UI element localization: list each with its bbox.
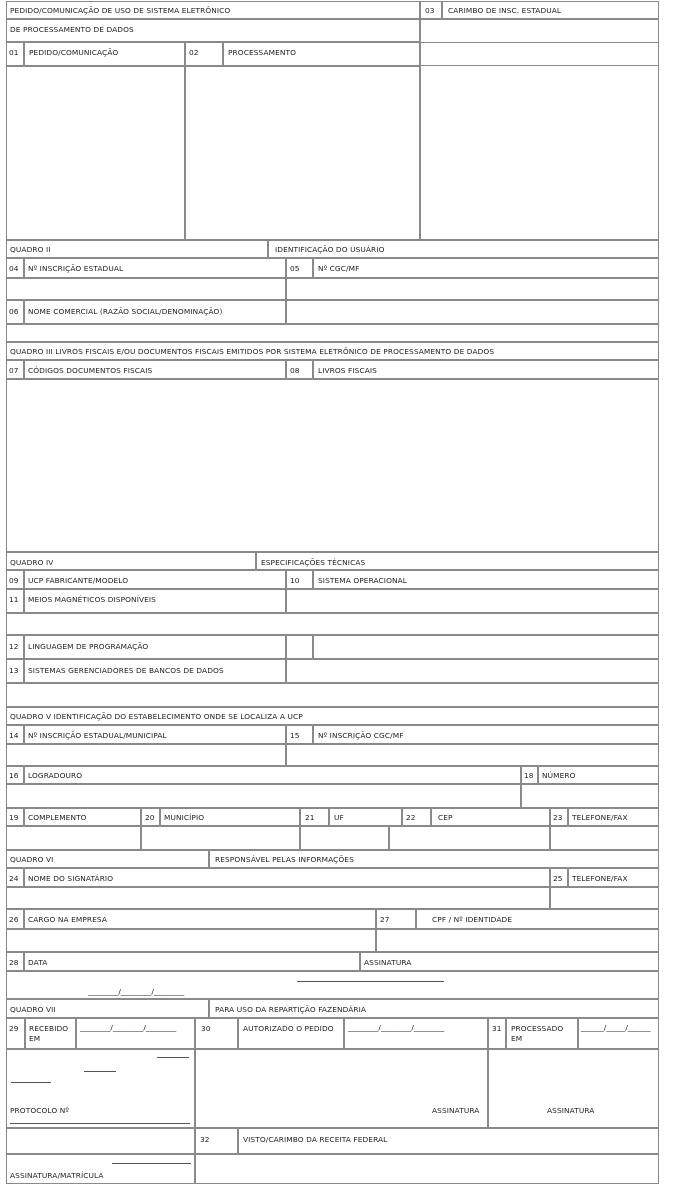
signature-right-label: ASSINATURA — [547, 1106, 595, 1115]
quadro-vi-heading: RESPONSÁVEL PELAS INFORMAÇÕES — [215, 855, 354, 864]
field-24-input[interactable] — [6, 887, 550, 909]
field-13-input-right[interactable] — [286, 659, 659, 683]
field-22-input[interactable] — [389, 826, 550, 850]
field-07-08-input-area[interactable] — [6, 379, 659, 552]
field-16-number: 16 — [9, 771, 19, 780]
field-30-label: AUTORIZADO O PEDIDO — [243, 1024, 334, 1033]
field-23-label: TELEFONE/FAX — [572, 813, 628, 822]
quadro-vi-title: QUADRO VI — [10, 855, 54, 864]
field-10-number: 10 — [290, 576, 300, 585]
field-19-number: 19 — [9, 813, 19, 822]
field-08-label: LIVROS FISCAIS — [318, 366, 377, 375]
field-26-label: CARGO NA EMPRESA — [28, 915, 107, 924]
field-11-number: 11 — [9, 595, 19, 604]
field-31-number-cell — [488, 1018, 506, 1049]
field-02-label: PROCESSAMENTO — [228, 48, 297, 57]
field-16-input[interactable] — [6, 784, 521, 808]
field-09-number: 09 — [9, 576, 19, 585]
protocol-scribble-line-3 — [11, 1082, 51, 1083]
field-27-input[interactable] — [376, 929, 659, 952]
quadro-vii-heading: PARA USO DA REPARTIÇÃO FAZENDÁRIA — [215, 1005, 367, 1014]
field-25-number: 25 — [553, 874, 563, 883]
field-32-number: 32 — [200, 1135, 210, 1144]
field-30-number: 30 — [201, 1024, 211, 1033]
field-29-number-cell — [6, 1018, 25, 1049]
field-30-date[interactable]: ________/________/________ — [348, 1023, 445, 1032]
quadro-iii-title: QUADRO III LIVROS FISCAIS E/OU DOCUMENTOS FISCAIS EMITIDOS POR SISTEMA ELETRÔNICO DE PROCESSAMENTO DE DADOS — [10, 347, 495, 356]
signature-center-label: ASSINATURA — [432, 1106, 480, 1115]
field-21-input[interactable] — [300, 826, 389, 850]
field-28-date-blank[interactable]: ________/________/________ — [88, 987, 185, 996]
field-15-input[interactable] — [286, 744, 659, 766]
header-title-line2: DE PROCESSAMENTO DE DADOS — [10, 25, 134, 34]
field-30-label-cell — [238, 1018, 344, 1049]
field-29-label-2: EM — [29, 1034, 41, 1043]
field-08-number: 08 — [290, 366, 300, 375]
field-07-label: CÓDIGOS DOCUMENTOS FISCAIS — [28, 366, 153, 375]
field-15-number: 15 — [290, 731, 300, 740]
field-29-number: 29 — [9, 1024, 19, 1033]
signature-center-cell[interactable] — [195, 1049, 488, 1128]
field-22-label: CEP — [438, 813, 453, 822]
field-03-label: CARIMBO DE INSC. ESTADUAL — [448, 6, 562, 15]
field-32-label: VISTO/CARIMBO DA RECEITA FEDERAL — [243, 1135, 388, 1144]
signature-matricula-line — [112, 1163, 191, 1164]
field-13-input[interactable] — [6, 683, 659, 707]
field-30-number-cell — [195, 1018, 238, 1049]
field-28-number: 28 — [9, 958, 19, 967]
field-23-input[interactable] — [550, 826, 659, 850]
field-23-number: 23 — [553, 813, 563, 822]
field-22-number: 22 — [406, 813, 416, 822]
field-15-label: Nº INSCRIÇÃO CGC/MF — [318, 731, 404, 740]
field-25-label: TELEFONE/FAX — [572, 874, 628, 883]
field-13-label: SISTEMAS GERENCIADORES DE BANCOS DE DADOS — [28, 666, 224, 675]
field-03-stamp-inner-line — [420, 42, 659, 66]
field-21-number: 21 — [305, 813, 315, 822]
field-29-label-1: RECEBIDO — [29, 1024, 69, 1033]
field-24-label: NOME DO SIGNATÁRIO — [28, 874, 114, 883]
field-31-number: 31 — [492, 1024, 502, 1033]
quadro-ii-heading: IDENTIFICAÇÃO DO USUÁRIO — [275, 245, 385, 254]
quadro-iv-heading: ESPECIFICAÇÕES TÉCNICAS — [261, 558, 366, 567]
quadro-vii-title: QUADRO VII — [10, 1005, 56, 1014]
signature-line — [297, 981, 444, 982]
field-31-label-2: EM — [511, 1034, 523, 1043]
field-11-label: MEIOS MAGNÉTICOS DISPONÍVEIS — [28, 595, 156, 604]
field-21-label: UF — [334, 813, 344, 822]
field-04-input[interactable] — [6, 278, 286, 300]
field-14-input[interactable] — [6, 744, 286, 766]
field-20-label: MUNICÍPIO — [164, 813, 205, 822]
protocol-label: PROTOCOLO Nº — [10, 1106, 69, 1115]
field-12-small-cell[interactable] — [286, 635, 313, 659]
field-20-number: 20 — [145, 813, 155, 822]
field-10-label: SISTEMA OPERACIONAL — [318, 576, 407, 585]
field-03-number: 03 — [425, 6, 435, 15]
protocol-bottom-cell[interactable] — [6, 1128, 195, 1154]
quadro-v-title: QUADRO V IDENTIFICAÇÃO DO ESTABELECIMENTO ONDE SE LOCALIZA A UCP — [10, 712, 303, 721]
field-28-label-cell — [24, 952, 360, 971]
field-07-number: 07 — [9, 366, 19, 375]
field-18-input[interactable] — [521, 784, 659, 808]
field-16-label-cell — [24, 766, 521, 784]
field-02-input-area[interactable] — [185, 66, 420, 240]
field-01-input-area[interactable] — [6, 66, 185, 240]
field-20-input[interactable] — [141, 826, 300, 850]
field-27-number: 27 — [380, 915, 390, 924]
field-11-input[interactable] — [6, 613, 659, 635]
field-19-input[interactable] — [6, 826, 141, 850]
field-31-date[interactable]: ______/_____/______ — [581, 1023, 651, 1032]
field-06-input-row[interactable] — [6, 324, 659, 342]
field-05-input[interactable] — [286, 278, 659, 300]
signature-right-cell[interactable] — [488, 1049, 659, 1128]
field-31-label-1: PROCESSADO — [511, 1024, 564, 1033]
protocol-cell[interactable] — [6, 1049, 195, 1128]
field-05-label-cell — [313, 258, 659, 278]
field-05-number: 05 — [290, 264, 300, 273]
field-05-label: Nº CGC/MF — [318, 264, 360, 273]
signature-matricula-label: ASSINATURA/MATRÍCULA — [10, 1171, 104, 1180]
protocol-scribble-line-1 — [157, 1057, 189, 1058]
field-12-input[interactable] — [313, 635, 659, 659]
signature-label: ASSINATURA — [364, 958, 412, 967]
field-01-number: 01 — [9, 48, 19, 57]
field-04-number: 04 — [9, 264, 19, 273]
field-06-input[interactable] — [286, 300, 659, 324]
quadro-ii-title: QUADRO II — [10, 245, 51, 254]
field-09-label: UCP FABRICANTE/MODELO — [28, 576, 129, 585]
field-29-date[interactable]: ________/________/________ — [80, 1023, 177, 1032]
field-18-number: 18 — [524, 771, 534, 780]
field-12-label: LINGUAGEM DE PROGRAMAÇÃO — [28, 642, 149, 651]
field-32-input[interactable] — [195, 1154, 659, 1184]
field-06-number: 06 — [9, 307, 19, 316]
field-28-label: DATA — [28, 958, 48, 967]
field-24-number: 24 — [9, 874, 19, 883]
field-25-input[interactable] — [550, 887, 659, 909]
field-04-label: Nº INSCRIÇÃO ESTADUAL — [28, 264, 124, 273]
protocol-scribble-line-2 — [84, 1071, 116, 1072]
field-13-number: 13 — [9, 666, 19, 675]
field-26-input[interactable] — [6, 929, 376, 952]
quadro-iv-title: QUADRO IV — [10, 558, 54, 567]
field-01-label: PEDIDO/COMUNICAÇÃO — [29, 48, 119, 57]
field-12-number: 12 — [9, 642, 19, 651]
field-16-label: LOGRADOURO — [28, 771, 83, 780]
field-14-label: Nº INSCRIÇÃO ESTADUAL/MUNICIPAL — [28, 731, 167, 740]
field-27-label: CPF / Nº IDENTIDADE — [432, 915, 513, 924]
field-06-label: NOME COMERCIAL (RAZÃO SOCIAL/DENOMINAÇÃO) — [28, 307, 223, 316]
field-18-label: NÚMERO — [542, 771, 576, 780]
field-19-label: COMPLEMENTO — [28, 813, 87, 822]
protocol-number-line — [10, 1123, 190, 1124]
header-title-line1: PEDIDO/COMUNICAÇÃO DE USO DE SISTEMA ELETRÔNICO — [10, 6, 231, 15]
field-26-number: 26 — [9, 915, 19, 924]
field-14-number: 14 — [9, 731, 19, 740]
field-11-input-right[interactable] — [286, 589, 659, 613]
field-02-number: 02 — [189, 48, 199, 57]
